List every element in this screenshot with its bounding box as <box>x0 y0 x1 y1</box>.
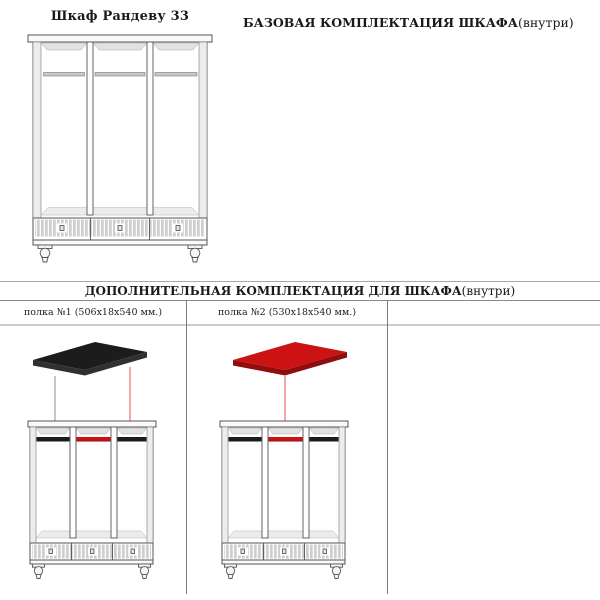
shelf1-option-diagram <box>18 330 183 582</box>
wardrobe-partition <box>87 42 93 215</box>
drawer-knob <box>91 549 95 554</box>
drawer-knob <box>241 549 245 554</box>
shelf2-option-diagram <box>210 330 375 582</box>
wardrobe-cornice <box>28 35 212 42</box>
hanger-rail <box>155 73 197 77</box>
label-row-divider <box>0 324 600 326</box>
wardrobe-foot <box>33 564 45 579</box>
basic-header-suffix: (внутри) <box>517 15 574 30</box>
drawer-knob <box>131 549 135 554</box>
installed-shelf-black <box>118 437 147 442</box>
section-divider-top <box>0 281 600 282</box>
installed-shelf-black <box>229 437 262 442</box>
wardrobe-foot <box>331 564 343 579</box>
installed-shelf-black <box>37 437 70 442</box>
column-divider-2 <box>387 300 388 594</box>
additional-header-suffix: (внутри) <box>461 284 516 298</box>
drawer-knob <box>323 549 327 554</box>
column-divider-1 <box>186 300 187 594</box>
additional-configuration-header <box>0 284 600 298</box>
wardrobe-foot <box>225 564 237 579</box>
wardrobe-foot <box>139 564 151 579</box>
drawer-knob <box>118 226 122 231</box>
drawer-knob <box>283 549 287 554</box>
wardrobe-foot <box>188 245 202 262</box>
spec-cell-empty <box>388 301 600 324</box>
hanger-rail <box>95 73 145 77</box>
wardrobe-partition <box>147 42 153 215</box>
wardrobe-foot <box>38 245 52 262</box>
shelf2-spec-label: полка №2 (530х18х540 мм.) <box>217 307 357 318</box>
basic-configuration-header <box>243 15 574 30</box>
basic-header-bold: БАЗОВАЯ КОМПЛЕКТАЦИЯ ШКАФА <box>243 15 518 30</box>
model-title: Шкаф Рандеву 33 <box>50 9 190 24</box>
drawer-knob <box>49 549 53 554</box>
shelf1-spec-label: полка №1 (506х18х540 мм.) <box>23 307 163 318</box>
additional-header-bold: ДОПОЛНИТЕЛЬНАЯ КОМПЛЕКТАЦИЯ ДЛЯ ШКАФА <box>84 284 462 298</box>
installed-shelf-black <box>310 437 339 442</box>
hanger-rail <box>44 73 85 77</box>
shelf2-floating <box>233 342 347 376</box>
wardrobe-basic-drawing <box>25 27 215 263</box>
drawer-knob <box>60 226 64 231</box>
drawer-knob <box>176 226 180 231</box>
